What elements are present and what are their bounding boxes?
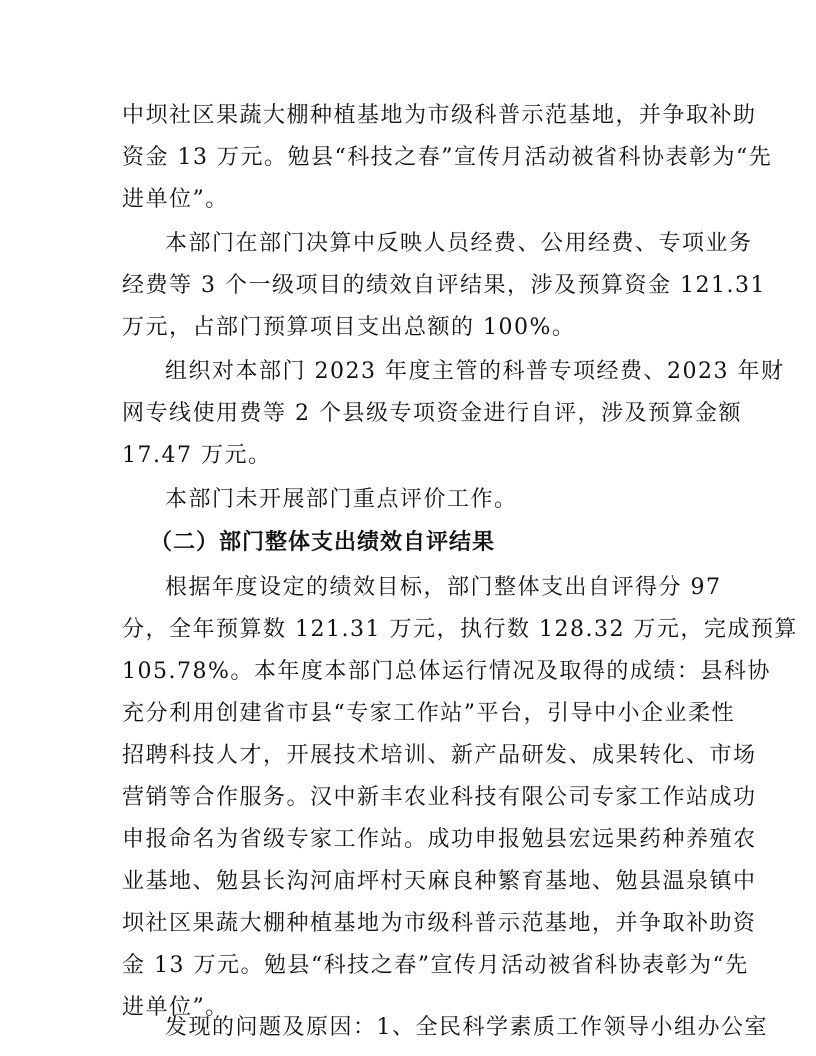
paragraph-line: 经费等 3 个一级项目的绩效自评结果，涉及预算资金 121.31 bbox=[122, 273, 766, 298]
paragraph-line: 根据年度设定的绩效目标，部门整体支出自评得分 97 bbox=[165, 575, 722, 600]
paragraph-line: 网专线使用费等 2 个县级专项资金进行自评，涉及预算金额 bbox=[122, 401, 742, 426]
paragraph-line: 本部门未开展部门重点评价工作。 bbox=[165, 487, 518, 512]
section-heading: （二）部门整体支出绩效自评结果 bbox=[150, 530, 496, 555]
paragraph-line: 资金 13 万元。勉县“科技之春”宣传月活动被省科协表彰为“先 bbox=[122, 145, 773, 170]
paragraph-line: 坝社区果蔬大棚种植基地为市级科普示范基地，并争取补助资 bbox=[122, 911, 757, 936]
paragraph-line: 万元，占部门预算项目支出总额的 100%。 bbox=[122, 315, 576, 340]
paragraph-line: 充分利用创建省市县“专家工作站”平台，引导中小企业柔性 bbox=[122, 701, 735, 726]
paragraph-line: 分，全年预算数 121.31 万元，执行数 128.32 万元，完成预算 bbox=[122, 617, 798, 642]
paragraph-line: 金 13 万元。勉县“科技之春”宣传月活动被省科协表彰为“先 bbox=[122, 953, 749, 978]
paragraph-line: 17.47 万元。 bbox=[122, 443, 272, 468]
paragraph-line: 发现的问题及原因：1、全民科学素质工作领导小组办公室 bbox=[165, 1015, 768, 1040]
paragraph-line: 进单位”。 bbox=[122, 995, 229, 1020]
paragraph-line: 进单位”。 bbox=[122, 187, 229, 212]
paragraph-line: 105.78%。本年度本部门总体运行情况及取得的成绩：县科协 bbox=[122, 659, 771, 684]
paragraph-line: 营销等合作服务。汉中新丰农业科技有限公司专家工作站成功 bbox=[122, 785, 757, 810]
paragraph-line: 组织对本部门 2023 年度主管的科普专项经费、2023 年财 bbox=[165, 359, 785, 384]
paragraph-line: 申报命名为省级专家工作站。成功申报勉县宏远果药种养殖农 bbox=[122, 827, 757, 852]
paragraph-line: 业基地、勉县长沟河庙坪村天麻良种繁育基地、勉县温泉镇中 bbox=[122, 869, 757, 894]
paragraph-line: 招聘科技人才，开展技术培训、新产品研发、成果转化、市场 bbox=[122, 743, 757, 768]
paragraph-line: 本部门在部门决算中反映人员经费、公用经费、专项业务 bbox=[165, 231, 753, 256]
paragraph-line: 中坝社区果蔬大棚种植基地为市级科普示范基地，并争取补助 bbox=[122, 103, 757, 128]
